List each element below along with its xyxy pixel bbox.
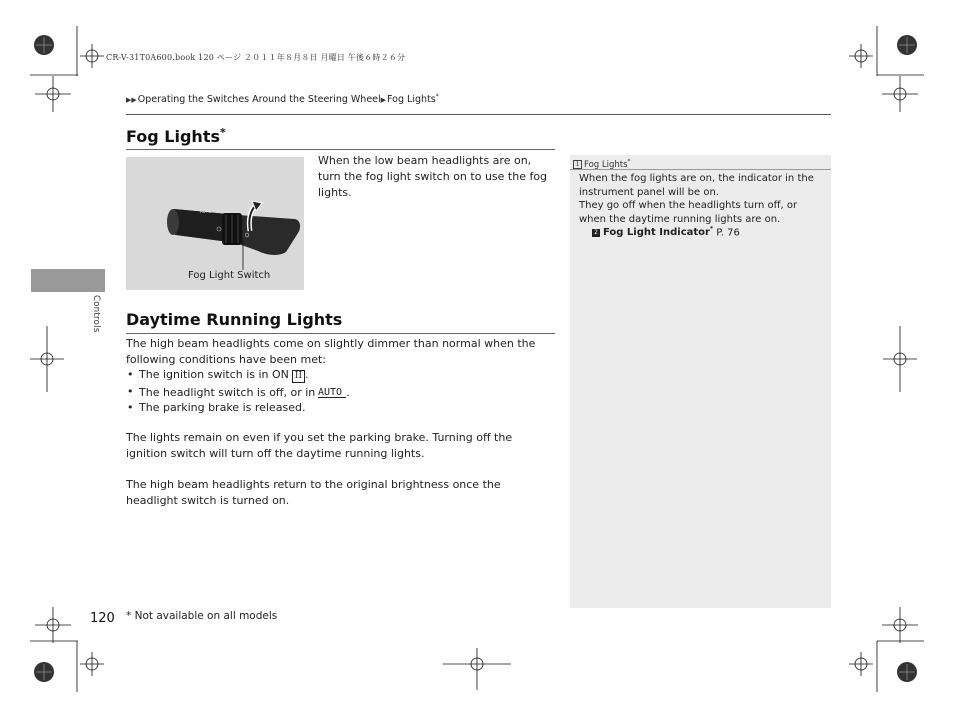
svg-text:AUTO: AUTO <box>200 209 212 214</box>
breadcrumb-mark: * <box>435 93 439 100</box>
breadcrumb-separator: ▶ <box>380 96 387 105</box>
note-icon: 1 <box>573 160 582 169</box>
page-number: 120 <box>90 611 115 626</box>
chapter-tab-label: Controls <box>91 295 101 333</box>
fog-lights-rule <box>126 149 555 150</box>
fog-lights-title <box>126 126 226 146</box>
list-item-end: . <box>305 368 309 381</box>
header-rule <box>126 114 831 115</box>
drl-conditions-list <box>126 367 556 416</box>
list-item-text: The ignition switch is in ON <box>139 368 289 381</box>
list-item-text: The parking brake is released. <box>139 401 306 414</box>
sidebar-note-text-2: They go off when the headlights turn off, or when the daytime running lights are on. <box>579 200 798 225</box>
sidebar-note-title: Fog Lights <box>584 159 628 170</box>
footnote: * Not available on all models <box>126 610 278 622</box>
sidebar-note-header <box>570 155 831 170</box>
drl-rule <box>126 333 555 334</box>
arrow-right-icon: 2 <box>592 229 600 237</box>
cross-reference-title: Fog Light Indicator <box>603 227 710 239</box>
fog-lights-title-text: Fog Lights <box>126 127 220 146</box>
cross-reference-link[interactable] <box>592 226 740 238</box>
list-item <box>126 367 556 383</box>
svg-text:AUTO: AUTO <box>318 387 343 397</box>
cross-reference-page: P. 76 <box>713 227 740 239</box>
chapter-tab[interactable] <box>31 269 105 292</box>
sidebar-note-text-1: When the fog lights are on, the indicator in the instrument panel will be on. <box>579 173 814 198</box>
drl-paragraph-2: The lights remain on even if you set the parking brake. Turning off the ignition switch will turn off the daytime running lights. <box>126 431 513 460</box>
fog-light-switch-figure <box>126 157 304 290</box>
print-header: CR-V-31T0A600.book 120 ページ ２０１１年８月８日 月曜日 午後６時２６分 <box>106 53 406 62</box>
auto-headlight-icon <box>318 384 346 398</box>
drl-intro: The high beam headlights come on slightly dimmer than normal when the following conditions have been met: <box>126 337 536 366</box>
drl-paragraph-3: The high beam headlights return to the original brightness once the headlight switch is turned on. <box>126 478 501 507</box>
list-item-text: The headlight switch is off, or in <box>139 386 316 399</box>
fog-lights-title-mark: * <box>220 126 226 139</box>
fog-lights-intro: When the low beam headlights are on, turn the fog light switch on to use the fog lights. <box>318 154 548 199</box>
breadcrumb <box>126 93 439 105</box>
figure-caption: Fog Light Switch <box>188 270 271 281</box>
list-item <box>126 400 556 416</box>
ignition-on-symbol: II <box>292 370 305 383</box>
cross-reference-mark: * <box>709 226 714 233</box>
sidebar-note-mark: * <box>627 158 631 165</box>
list-item-end: . <box>346 386 350 399</box>
list-item <box>126 384 556 400</box>
breadcrumb-part-2[interactable]: Fog Lights <box>387 94 436 106</box>
breadcrumb-part-1[interactable]: Operating the Switches Around the Steering Wheel <box>137 94 381 106</box>
drl-title: Daytime Running Lights <box>126 310 343 329</box>
breadcrumb-arrows: ▶▶ <box>126 96 137 105</box>
